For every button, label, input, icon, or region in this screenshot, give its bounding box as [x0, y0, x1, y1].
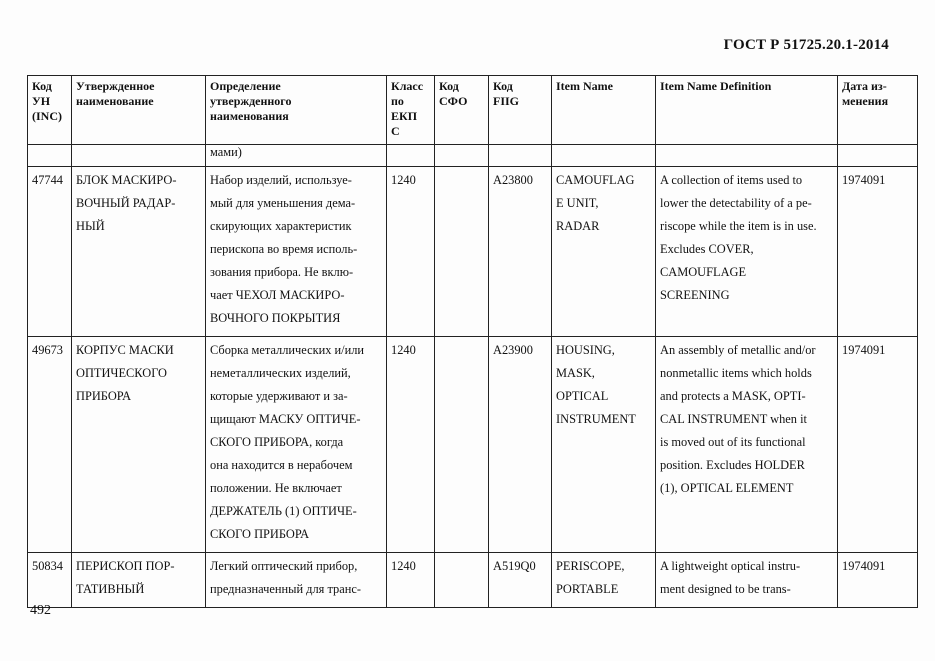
cell [656, 145, 838, 167]
text-line: утвержденного [210, 94, 292, 108]
text-line: Item Name Definition [660, 79, 772, 93]
text-line: ПРИБОРА [76, 389, 132, 403]
text-line: перископа во время исполь- [210, 242, 358, 256]
text-line: Легкий оптический прибор, [210, 559, 358, 573]
definition-cell [206, 167, 387, 337]
text-line: скирующих характеристик [210, 219, 352, 233]
item-definition-cell [656, 337, 838, 553]
text-line: по [391, 94, 404, 108]
change-date-cell: 1974091 [838, 553, 918, 608]
text-line: мый для уменьшения дема- [210, 196, 356, 210]
text-line: nonmetallic items which holds [660, 366, 812, 380]
text-line: СКОГО ПРИБОРА [210, 527, 310, 541]
text-line: position. Excludes HOLDER [660, 458, 805, 472]
text-line: ЕКП [391, 109, 418, 123]
text-line: неметаллических изделий, [210, 366, 351, 380]
text-line: An assembly of metallic and/or [660, 343, 816, 357]
header-cell [656, 76, 838, 145]
header-cell [838, 76, 918, 145]
text-line: чает ЧЕХОЛ МАСКИРО- [210, 288, 345, 302]
text-line: is moved out of its functional [660, 435, 806, 449]
header-cell [489, 76, 552, 145]
text-line: зования прибора. Не вклю- [210, 265, 354, 279]
header-cell [28, 76, 72, 145]
text-line: Набор изделий, используе- [210, 173, 352, 187]
cell [838, 145, 918, 167]
text-line: SCREENING [660, 288, 730, 302]
text-line: ОПТИЧЕСКОГО [76, 366, 168, 380]
page-number: 492 [30, 603, 51, 618]
class-cell: 1240 [387, 337, 435, 553]
text-line: CAMOUFLAGE [660, 265, 747, 279]
table-row [28, 337, 918, 553]
item-definition-cell [656, 167, 838, 337]
text-line: and protects a MASK, OPTI- [660, 389, 806, 403]
header-cell [72, 76, 206, 145]
text-line: OPTICAL [556, 389, 609, 403]
text-line: CAL INSTRUMENT when it [660, 412, 807, 426]
text-line: Сборка металлических и/или [210, 343, 365, 357]
text-line: Класс [391, 79, 424, 93]
text-line: E UNIT, [556, 196, 599, 210]
text-line: ВОЧНОГО ПОКРЫТИЯ [210, 311, 341, 325]
cell [72, 145, 206, 167]
catalog-table [27, 75, 918, 608]
inc-code-cell: 47744 [28, 167, 72, 337]
table-header-row [28, 76, 918, 145]
text-line: (INC) [32, 109, 62, 123]
approved-name-cell [72, 553, 206, 608]
sfo-code-cell [435, 337, 489, 553]
text-line: Item Name [556, 79, 613, 93]
fiig-code-cell: A23900 [489, 337, 552, 553]
cell [387, 145, 435, 167]
definition-cell [206, 337, 387, 553]
text-line: Утвержденное [76, 79, 155, 93]
text-line: RADAR [556, 219, 600, 233]
text-line: Определение [210, 79, 281, 93]
text-line: MASK, [556, 366, 595, 380]
text-line: ТАТИВНЫЙ [76, 582, 145, 596]
header-cell [435, 76, 489, 145]
text-line: наименование [76, 94, 154, 108]
text-line: менения [842, 94, 889, 108]
item-definition-cell [656, 553, 838, 608]
text-line: КОРПУС МАСКИ [76, 343, 174, 357]
text-line: A lightweight optical instru- [660, 559, 801, 573]
text-line: щищают МАСКУ ОПТИЧЕ- [210, 412, 361, 426]
text-line: lower the detectability of a pe- [660, 196, 812, 210]
table-row [28, 553, 918, 608]
text-line: ment designed to be trans- [660, 582, 791, 596]
text-line: riscope while the item is in use. [660, 219, 817, 233]
text-line: СФО [439, 94, 468, 108]
class-cell: 1240 [387, 553, 435, 608]
text-line: наименования [210, 109, 289, 123]
text-line: A collection of items used to [660, 173, 803, 187]
cell [28, 145, 72, 167]
change-date-cell: 1974091 [838, 167, 918, 337]
text-line: БЛОК МАСКИРО- [76, 173, 177, 187]
text-line: УН [32, 94, 51, 108]
inc-code-cell: 50834 [28, 553, 72, 608]
inc-code-cell: 49673 [28, 337, 72, 553]
text-line: ДЕРЖАТЕЛЬ (1) ОПТИЧЕ- [210, 504, 357, 518]
text-line: которые удерживают и за- [210, 389, 348, 403]
table-row [28, 167, 918, 337]
class-cell: 1240 [387, 167, 435, 337]
item-name-cell [552, 167, 656, 337]
sfo-code-cell [435, 553, 489, 608]
item-name-cell [552, 553, 656, 608]
cell [552, 145, 656, 167]
text-line: Код [439, 79, 459, 93]
text-line: С [391, 124, 400, 138]
fiig-code-cell: A519Q0 [489, 553, 552, 608]
text-line: СКОГО ПРИБОРА, когда [210, 435, 344, 449]
approved-name-cell [72, 167, 206, 337]
sfo-code-cell [435, 167, 489, 337]
text-line: Дата из- [842, 79, 887, 93]
text-line: она находится в нерабочем [210, 458, 353, 472]
text-line: HOUSING, [556, 343, 615, 357]
text-line: Код [493, 79, 513, 93]
text-line: предназначенный для транс- [210, 582, 361, 596]
header-cell [206, 76, 387, 145]
continuation-row [28, 145, 918, 167]
text-line: ВОЧНЫЙ РАДАР- [76, 196, 176, 210]
cell [435, 145, 489, 167]
text-line: НЫЙ [76, 219, 105, 233]
header-cell [387, 76, 435, 145]
text-line: FIIG [493, 94, 520, 108]
text-line: PERISCOPE, [556, 559, 625, 573]
header-cell [552, 76, 656, 145]
document-title: ГОСТ Р 51725.20.1-2014 [723, 37, 889, 53]
fiig-code-cell: A23800 [489, 167, 552, 337]
continued-definition: мами) [206, 145, 387, 167]
change-date-cell: 1974091 [838, 337, 918, 553]
item-name-cell [552, 337, 656, 553]
text-line: ПЕРИСКОП ПОР- [76, 559, 175, 573]
text-line: положении. Не включает [210, 481, 342, 495]
cell [489, 145, 552, 167]
approved-name-cell [72, 337, 206, 553]
text-line: INSTRUMENT [556, 412, 636, 426]
text-line: PORTABLE [556, 582, 619, 596]
text-line: Excludes COVER, [660, 242, 754, 256]
text-line: (1), OPTICAL ELEMENT [660, 481, 794, 495]
text-line: Код [32, 79, 52, 93]
definition-cell [206, 553, 387, 608]
text-line: CAMOUFLAG [556, 173, 635, 187]
